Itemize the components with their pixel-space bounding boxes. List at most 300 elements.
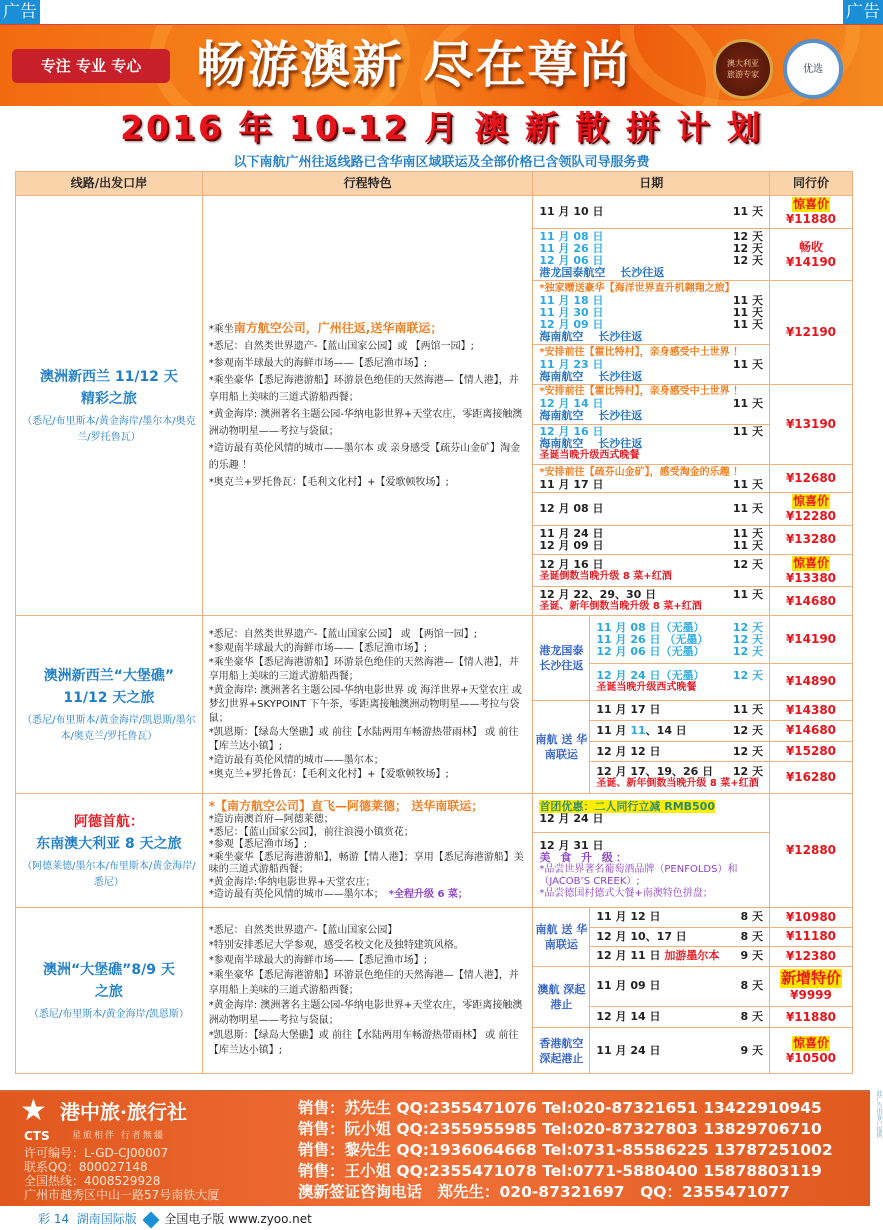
feature-highlight: *【南方航空公司】直飞—阿德莱德； 送华南联运；: [208, 798, 484, 813]
route-cell: [16, 908, 203, 1073]
departure-row: [590, 701, 852, 721]
feature-text: *造访最有英伦风情的城市——墨尔本；: [208, 754, 384, 766]
date-label: 11 月 17 日: [596, 703, 661, 717]
date-entry: [533, 229, 769, 281]
date-label: 11 月 09 日: [596, 979, 661, 993]
departure-rows: [590, 1028, 852, 1073]
date-line: [539, 888, 763, 900]
date-label: 12 月 14 日: [596, 1010, 661, 1024]
duration: 12 天: [732, 253, 763, 267]
date-extra: 加游墨尔本: [664, 949, 720, 963]
feature-text: *参观【悉尼渔市场】;: [208, 839, 308, 850]
date-text: [596, 704, 660, 716]
price-value: ¥15280: [785, 744, 837, 759]
date-entry: [590, 742, 769, 762]
departure-row: [590, 720, 852, 741]
departure-dates: [590, 762, 770, 793]
sales-line: 销售：苏先生 QQ:2355471076 Tel:020-87321651 13422910945: [298, 1099, 822, 1117]
price-cell: [770, 908, 852, 927]
price-cell: [770, 664, 852, 699]
star-icon: ★: [20, 1093, 47, 1128]
departure-row: [533, 586, 852, 615]
feature-text: *乘坐豪华【悉尼海港游船】，畅游【情人港】；享用【悉尼海港游船】美味的三道式游船西餐；: [208, 851, 524, 875]
date-entry: [590, 616, 769, 663]
departure-row: [533, 554, 852, 587]
date-text: [596, 980, 660, 992]
date-label: 海南航空 长沙往返: [539, 409, 643, 423]
date-label: 圣诞、新年倒数当晚升级 8 菜+红酒: [539, 601, 702, 613]
date-line: [596, 778, 763, 790]
slogan: 专注 专业 专心: [12, 49, 170, 83]
route-cell: [16, 794, 203, 907]
price-cell: [770, 465, 852, 493]
date-text: [539, 864, 763, 888]
feature-line: [209, 642, 527, 656]
feature-line: [209, 800, 527, 815]
departure-dates: [590, 1007, 770, 1027]
date-line: [539, 571, 763, 583]
date-line: [539, 540, 763, 552]
route-section: [16, 907, 852, 1073]
date-line: [596, 682, 763, 694]
duration: 9 天: [740, 1043, 763, 1057]
route-cities: （悉尼/布里斯本/黄金海岸/凯恩斯/墨尔本/奥克兰/罗托鲁瓦）: [22, 714, 196, 742]
carrier-group: [533, 908, 852, 966]
price-cell: [770, 196, 852, 228]
duration: 11 天: [732, 293, 763, 307]
duration: 12 天: [732, 241, 763, 255]
feature-highlight: 南方航空公司，广州往返,送华南联运；: [233, 321, 443, 335]
departure-row: [533, 384, 852, 464]
departure-rows: [590, 616, 852, 700]
date-text: [539, 479, 603, 491]
price-tag: 惊喜价: [792, 196, 829, 211]
departure-dates: [533, 281, 770, 384]
date-text: [596, 682, 696, 694]
date-text: [539, 206, 603, 218]
price-cell: [770, 794, 852, 907]
departure-row: [533, 228, 852, 281]
feature-line: [209, 814, 527, 827]
departure-dates: [590, 947, 770, 966]
duration: 11 天: [732, 703, 763, 717]
date-entry: [533, 465, 769, 493]
feature-text: *悉尼：自然类世界遗产-【蓝山国家公园】 或 【两馆一园】;: [208, 628, 478, 640]
date-text: [596, 931, 686, 943]
departure-dates: [533, 526, 770, 554]
feature-text: *特别安排悉尼大学参观，感受名校文化及独特建筑风格。: [208, 940, 464, 951]
price-cell: [770, 762, 852, 793]
date-entry: [590, 762, 769, 793]
departure-dates: [590, 701, 770, 721]
date-text: [596, 911, 660, 923]
price-tag: 畅收: [798, 239, 823, 254]
date-label: 圣诞当晚升级西式晚餐: [596, 681, 697, 693]
departure-row: [533, 492, 852, 525]
header-price: 同行价: [793, 176, 830, 190]
date-label: 港龙国泰航空 长沙往返: [539, 265, 665, 279]
departure-rows: [533, 794, 852, 907]
route-title: 11/12 天之旅: [63, 689, 155, 706]
duration: 11 天: [732, 477, 763, 491]
date-label: 11 月 08 日（无墨）: [596, 620, 705, 634]
date-label: 11 月: [596, 723, 631, 737]
duration: 12 天: [732, 229, 763, 243]
date-line: [539, 206, 763, 218]
date-text: [596, 950, 719, 962]
duration: 8 天: [740, 1010, 763, 1024]
date-label: *安排前往【疏芬山金矿】，感受淘金的乐趣 ！: [539, 466, 744, 478]
departure-row: [533, 280, 852, 384]
sales-line: 销售：阮小姐 QQ:2355955985 Tel:020-87327803 13829706710: [298, 1120, 822, 1138]
feature-line: [209, 968, 527, 998]
date-line: [539, 601, 763, 613]
features-cell: [203, 908, 534, 1073]
departure-dates: [590, 928, 770, 947]
date-line: [539, 852, 763, 864]
date-entry: [533, 281, 769, 344]
route-title: 澳洲新西兰“大堡礁”: [43, 667, 175, 684]
route-section: [16, 615, 852, 793]
departure-row: [590, 1028, 852, 1073]
feature-line: [209, 877, 527, 890]
agency-info-line: 广州市越秀区中山一路57号南铁大厦: [24, 1188, 220, 1202]
price-cell: [770, 1028, 852, 1073]
departure-dates: [533, 196, 770, 228]
departure-dates: [590, 1028, 770, 1073]
duration: 12 天: [732, 764, 763, 778]
dates-prices: [533, 616, 852, 793]
date-text: [539, 503, 603, 515]
date-label: *独家赠送豪华【海洋世界直升机翱翔之旅】: [539, 282, 735, 294]
departure-dates: [533, 465, 770, 493]
price-tag: 惊喜价: [792, 1035, 829, 1050]
date-text: [539, 331, 642, 343]
price-value: ¥11880: [785, 211, 837, 226]
duration: 8 天: [740, 979, 763, 993]
duration: 11 天: [732, 305, 763, 319]
date-label: 海南航空 长沙往返: [539, 369, 643, 383]
duration: 9 天: [740, 949, 763, 963]
price-value: ¥14680: [785, 593, 837, 608]
departure-dates: [590, 721, 770, 741]
date-line: [539, 267, 763, 279]
feature-line: [209, 768, 527, 782]
date-label: 12 月 16 日: [539, 425, 604, 439]
date-text: [539, 852, 630, 864]
route-section: [16, 793, 852, 907]
duration: 11 天: [732, 588, 763, 602]
date-line: [596, 931, 763, 943]
duration: 11 天: [732, 397, 763, 411]
date-line: [596, 725, 763, 737]
footer-contact: [0, 1090, 870, 1206]
date-label: 11 月 24 日: [596, 1043, 661, 1057]
features-cell: [203, 794, 534, 907]
feature-line: [209, 656, 527, 684]
carrier-group: [533, 196, 852, 615]
date-text: [596, 1011, 660, 1023]
carrier-group: [533, 700, 852, 794]
price-cell: [770, 967, 852, 1006]
date-text: [596, 646, 704, 658]
date-label: 、14 日: [645, 723, 687, 737]
date-label: *安排前往【霍比特村】，亲身感受中土世界 ！: [539, 386, 744, 398]
date-label: 11 月 26 日: [539, 241, 604, 255]
price-value: ¥16280: [785, 770, 837, 785]
price-value: ¥13280: [785, 532, 837, 547]
date-label: 12 月 09 日: [539, 317, 604, 331]
date-entry: [533, 587, 769, 615]
date-line: [539, 331, 763, 343]
departure-rows: [533, 196, 852, 615]
date-label: 11 月 10 日: [539, 204, 604, 218]
date-line: [596, 950, 763, 962]
date-line: [539, 479, 763, 491]
edition: 湖南国际版: [76, 1212, 137, 1226]
features-cell: [203, 196, 534, 615]
price-tag: 新增特价: [780, 969, 841, 988]
preferred-badge: 优选: [783, 39, 843, 99]
date-entry: [590, 967, 769, 1006]
duration: 12 天: [732, 723, 763, 737]
date-text: [596, 746, 660, 758]
price-value: ¥12280: [785, 509, 837, 524]
feature-text: *造访最有英伦风情的城市——墨尔本；: [208, 889, 379, 900]
departure-rows: [590, 967, 852, 1028]
price-tag: 惊喜价: [792, 494, 829, 509]
departure-row: [533, 525, 852, 554]
date-text: [539, 813, 603, 825]
date-label: 12 月 14 日: [539, 397, 604, 411]
date-entry: [590, 908, 769, 927]
page-subtitle: 以下南航广州往返线路已含华南区域联运及全部价格已含领队司导服务费: [233, 155, 650, 170]
duration: 12 天: [732, 557, 763, 571]
route-title: 之旅: [94, 983, 123, 1000]
price-value: ¥12190: [785, 325, 837, 340]
date-label: 12 月 06 日（无墨）: [596, 644, 705, 658]
departure-row: [590, 908, 852, 927]
price-value: ¥12680: [785, 471, 837, 486]
feature-line: [209, 923, 527, 938]
date-text: [596, 766, 713, 778]
route-title: 阿德首航：: [73, 813, 144, 830]
feature-line: [209, 355, 527, 372]
feature-line: [209, 684, 527, 726]
duration: 8 天: [740, 910, 763, 924]
date-entry: [590, 701, 769, 721]
price-value: ¥10500: [785, 1050, 837, 1065]
diamond-icon: [142, 1211, 159, 1228]
dates-prices: [533, 196, 852, 615]
date-line: [539, 864, 763, 888]
date-label: 美 食 升 级：: [539, 851, 630, 864]
departure-row: [590, 927, 852, 947]
feature-line: [209, 726, 527, 754]
feature-text: *黄金海岸:华纳电影世界+天堂农庄；: [208, 876, 376, 888]
expert-badge: 澳大利亚旅游专家: [713, 39, 773, 99]
table-header: [16, 172, 852, 195]
agency-name: 港中旅·旅行社: [60, 1100, 187, 1124]
departure-dates: [533, 385, 770, 464]
feature-line: [209, 754, 527, 768]
agency-info-line: 全国热线：4008529928: [24, 1174, 161, 1188]
feature-text: *乘坐: [208, 324, 234, 335]
page-title: 2016 年 10-12 月 澳 新 散 拼 计 划: [120, 108, 763, 147]
price-value: ¥12380: [785, 948, 837, 963]
dates-prices: [533, 908, 852, 1073]
feature-text: *黄金海岸: 澳洲著名主题公园-华纳电影世界+天堂农庄，零距离接触澳洲动物明星——考拉与袋鼠；: [208, 409, 523, 437]
route-title: 精彩之旅: [80, 390, 137, 407]
header-dates: 日期: [533, 172, 770, 195]
date-entry: [533, 424, 769, 464]
date-label: 12 月 09 日: [539, 538, 604, 552]
feature-line: [209, 852, 527, 877]
departure-dates: [590, 664, 770, 699]
duration: 11 天: [732, 502, 763, 516]
departure-row: [590, 946, 852, 966]
duration: 11 天: [732, 204, 763, 218]
price-value: ¥10980: [785, 909, 837, 924]
duration: 8 天: [740, 929, 763, 943]
date-line: [539, 813, 763, 825]
price-value: ¥11880: [785, 1009, 837, 1024]
route-cell: [16, 616, 203, 793]
departure-dates: [590, 616, 770, 663]
date-label: 12 月 31 日: [539, 839, 604, 852]
date-label: 海南航空 长沙往返: [539, 437, 643, 451]
date-text: [539, 888, 712, 900]
feature-text: *造访南澳首府—阿德莱德；: [208, 814, 334, 825]
feature-line: [209, 1028, 527, 1058]
date-label: 11 月 18 日: [539, 293, 604, 307]
carrier-label: 港龙国泰长沙往返: [533, 616, 590, 700]
date-label: 12 月 11 日: [596, 949, 661, 963]
date-label: 12 月 06 日: [539, 253, 604, 267]
carrier-group: [533, 966, 852, 1028]
date-text: [539, 571, 671, 583]
page-number: 彩 14: [38, 1212, 70, 1226]
date-line: [596, 670, 763, 682]
duration: 11 天: [732, 526, 763, 540]
carrier-label: 香港航空 深起港止: [533, 1028, 590, 1073]
date-label: *品尝德国村德式大餐+南澳特色拼盘；: [539, 888, 713, 899]
feature-text: *乘坐豪华【悉尼海港游船】环游景色绝佳的天然海港—【情人港】，并享用船上美味的三道式游船西餐；: [208, 375, 519, 403]
ad-label-left: 广告: [0, 0, 40, 24]
date-line: [539, 371, 763, 383]
departure-dates: [533, 794, 770, 907]
sales-line: 销售：黎先生 QQ:1936064668 Tel:0731-85586225 13787251002: [298, 1141, 833, 1159]
price-value: ¥14890: [785, 674, 837, 689]
carrier-group: [533, 794, 852, 907]
date-label: 圣诞、新年倒数当晚升级 8 菜+红酒: [596, 777, 759, 789]
date-line: [596, 646, 763, 658]
date-line: [596, 704, 763, 716]
feature-text: *参观南半球最大的海鲜市场——【悉尼渔市场】;: [208, 642, 428, 654]
price-value: ¥14680: [785, 723, 837, 738]
departure-rows: [590, 908, 852, 966]
price-value: ¥14190: [785, 632, 837, 647]
date-line: [539, 410, 763, 422]
agency-info-line: 联系QQ：800027148: [24, 1160, 148, 1174]
date-line: [539, 450, 763, 462]
carrier-label: 澳航 深起港止: [533, 967, 590, 1028]
date-label: 12 月 22、29、30 日: [539, 588, 657, 602]
date-label: 首团优惠：二人同行立减 RMB500: [539, 800, 715, 813]
date-label: 12 月 24 日（无墨）: [596, 668, 705, 682]
date-label: 12 月 08 日: [539, 502, 604, 516]
date-entry: [590, 721, 769, 741]
sales-contacts: [298, 1098, 833, 1203]
feature-text: *参观南半球最大的海鲜市场——【悉尼渔市场】;: [208, 955, 428, 966]
agency-cts: CTS: [24, 1129, 50, 1143]
date-label: 12 月 16 日: [539, 557, 604, 571]
feature-text: *奥克兰+罗托鲁瓦：【毛利文化村】+【爱歌顿牧场】;: [208, 768, 449, 780]
agency-info: [24, 1146, 219, 1202]
date-line: [596, 1011, 763, 1023]
price-cell: [770, 281, 852, 384]
feature-line: [209, 406, 527, 440]
side-note: 此广告由客户提供: [875, 1090, 882, 1138]
date-label: 11 月 17 日: [539, 477, 604, 491]
duration: 11 天: [732, 317, 763, 331]
departure-dates: [533, 555, 770, 587]
date-label: 11 月 30 日: [539, 305, 604, 319]
duration: 12 天: [732, 620, 763, 634]
feature-line: [209, 372, 527, 406]
carrier-label: 南航 送 华南联运: [533, 701, 590, 794]
departure-dates: [533, 229, 770, 281]
sales-line: 销售：王小姐 QQ:2355471078 Tel:0771-5880400 15878803119: [298, 1162, 822, 1180]
date-label: 11 月 08 日: [539, 229, 604, 243]
price-value: ¥14380: [785, 702, 837, 717]
date-text: [596, 725, 686, 737]
date-text: [596, 778, 758, 790]
price-value: ¥13380: [785, 570, 837, 585]
departure-row: [590, 967, 852, 1006]
duration: 12 天: [732, 632, 763, 646]
price-cell: [770, 493, 852, 525]
date-label: 11 月 12 日: [596, 910, 661, 924]
sales-line: 澳新签证咨询电话 郑先生：020-87321697 QQ：2355471077: [298, 1183, 790, 1201]
price-cell: [770, 742, 852, 762]
feature-text: *黄金海岸: 澳洲著名主题公园-华纳电影世界+天堂农庄，零距离接触澳洲动物明星——考拉与袋鼠；: [208, 1000, 523, 1026]
date-text: [539, 559, 603, 571]
price-cell: [770, 947, 852, 966]
price-value: ¥13190: [785, 416, 837, 431]
site-url[interactable]: www.zyoo.net: [228, 1212, 312, 1226]
feature-text: *悉尼：自然类世界遗产-【蓝山国家公园】: [208, 925, 398, 936]
duration: 11 天: [732, 538, 763, 552]
feature-line: [209, 953, 527, 968]
date-entry: [590, 1007, 769, 1027]
page-footer: [38, 1210, 312, 1227]
duration: 11 天: [732, 357, 763, 371]
duration: 12 天: [732, 668, 763, 682]
date-entry: [533, 555, 769, 587]
date-line: [596, 766, 763, 778]
route-section: [16, 195, 852, 615]
date-label: 11 月 26 日 （无墨）: [596, 632, 709, 646]
date-line: [539, 503, 763, 515]
carrier-label: 南航 送 华南联运: [533, 908, 590, 966]
price-cell: [770, 616, 852, 663]
price-value: ¥9999: [790, 988, 832, 1003]
date-label: 11 月 24 日: [539, 526, 604, 540]
feature-text: *黄金海岸: 澳洲著名主题公园-华纳电影世界 或 海洋世界+天堂农庄 或 梦幻世界+SKYPOINT 下午茶，零距离接触澳洲动物明星——考拉与袋鼠；: [208, 684, 522, 724]
feature-text: *凯恩斯：【绿岛大堡礁】或 前往【水陆两用车畅游热带雨林】 或 前往 【库兰达小镇】;: [208, 726, 519, 752]
feature-line: [209, 827, 527, 840]
